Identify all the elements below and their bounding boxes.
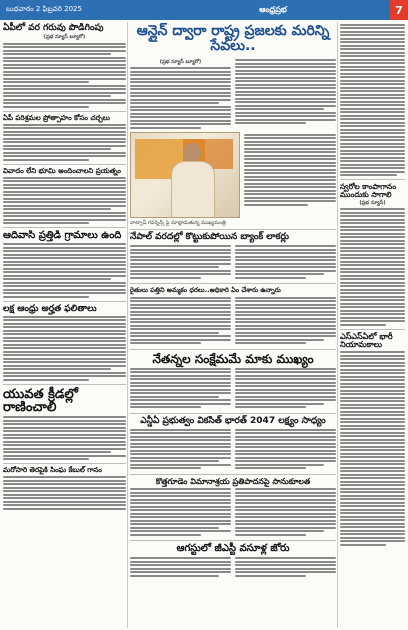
- headline-6: యువత క్రీడల్లో రాణించాలి: [3, 386, 78, 416]
- headline-nepal: నేపాల్ వరదల్లో కొట్టుకుపోయిన బ్యాంక్ లాకర్లు: [130, 232, 289, 243]
- page-number: 7: [390, 0, 408, 20]
- byline: (ప్రభ న్యూస్ బ్యూరో): [43, 34, 86, 41]
- article-body: [3, 177, 126, 225]
- issue-date: బుధవారం 2 ఫిబ్రవరి 2025: [6, 5, 82, 13]
- lead-headline: ఆన్లైన్ ద్వారా రాష్ట్ర ప్రజలకు మరిన్ని సేవలు..: [136, 23, 330, 55]
- paper-name: ఆంధ్రప్రభ: [259, 4, 287, 14]
- headline-3: వివాదం లేని భూమి అందించాలని ప్రయత్నం: [3, 166, 121, 175]
- center-column: [130, 22, 336, 628]
- headline-farmers: రైతులు పత్తిని అమ్మకం ధరలు..అధికారి ఏం చేశారు ఉన్నారు: [130, 286, 281, 295]
- article-body: [3, 416, 126, 460]
- headline-right-1: స్వరోల కాంపాగానం ముందుకు సాగాలి: [340, 182, 397, 199]
- article-body: [3, 476, 126, 510]
- article-body: [3, 43, 126, 108]
- headline-nda: ఎన్డీఏ ప్రభుత్వం వికసిత్ భారత్ 2047 లక్ష్యం సాధ్యం: [140, 415, 326, 426]
- headline-1: ఏపీలో వర గరువు పొడిగింపు: [3, 23, 104, 33]
- left-column: [3, 22, 126, 628]
- photo-caption: వాట్సాప్ గవర్నెన్స్ పై మాట్లాడుతున్న ముఖ్యమంత్రి: [130, 220, 226, 227]
- article-body: [3, 124, 126, 161]
- headline-2: ఏపీ పరిశ్రమల ప్రోత్సాహం కోసం చర్చలు: [3, 113, 110, 122]
- masthead-bar: [0, 0, 408, 20]
- headline-weavers: నేతన్నల సంక్షేమమే మాకు ముఖ్యం: [152, 351, 314, 366]
- article-body: [3, 316, 126, 381]
- headline-4: ఆదివాసి ప్రత్తిడి గ్రామాలు ఉంది: [3, 230, 122, 242]
- headline-airport: కొత్తగూడెం విమానాశ్రయ ప్రతిపాదనపై సానుకూలత: [155, 476, 311, 486]
- article-body: [3, 243, 126, 298]
- headline-gst: ఆగస్టులో జీఎస్టీ వసూళ్ల జోరు: [176, 543, 290, 555]
- headline-5: లక్ష ఆంధ్రు అర్హత ఫలితాలు: [3, 303, 97, 314]
- headline-7: మరోసారి తెరపైకి సింఘ కేబుల్ గానం: [3, 466, 102, 475]
- headline-right-2: ఎస్ఎస్ఏలో భారీ నియామకాలు: [340, 331, 393, 350]
- right-column: [340, 22, 405, 628]
- lead-photo: [130, 132, 240, 218]
- byline: (ప్రభ న్యూస్ బ్యూరో): [159, 58, 202, 65]
- byline: (ప్రభ న్యూస్): [359, 199, 386, 206]
